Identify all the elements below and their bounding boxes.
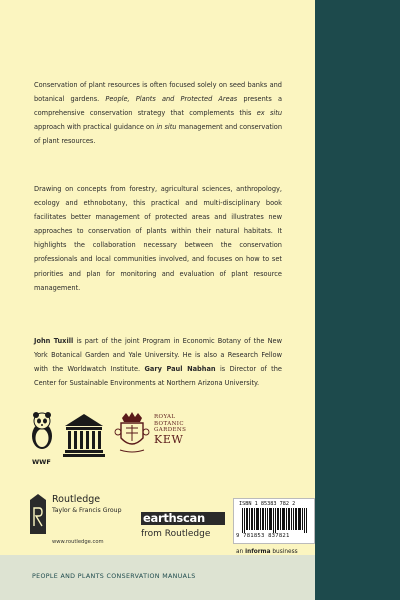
informa-tagline — [236, 549, 298, 555]
publisher-group: Taylor & Francis Group — [52, 507, 122, 514]
author-name: Gary Paul Nabhan — [144, 365, 216, 374]
publisher-url: www.routledge.com — [52, 539, 104, 545]
author-name: John Tuxill — [34, 337, 74, 345]
kew-wordmark — [154, 414, 186, 446]
spine-panel — [315, 0, 400, 600]
intro-paragraph — [34, 78, 282, 148]
kew-name: KEW — [154, 432, 184, 446]
kew-logo — [114, 410, 194, 466]
wwf-wordmark: WWF — [32, 458, 51, 466]
unesco-logo — [63, 413, 105, 457]
partner-logos — [30, 410, 290, 470]
barcode — [233, 498, 315, 544]
author-bio: is part of the joint Program in Economic Botany of the New York Botanical Garden and Yale University. He is also a Research Fellow with the Worldwatch Institute. — [34, 337, 283, 374]
body-paragraph: Drawing on concepts from forestry, agricultural sciences, anthropology, ecology and ethnobotany, this practical and multi-disciplinary book facilitates better management of protected areas and illustrates new approaches to conservation of plants within their natural habitats. It highlights the collaboration necessary between the conservation professionals and local communities involved, and focuses on how to set priorities and plan for monitoring and evaluation of plant resource management. — [34, 185, 282, 292]
panda-icon — [30, 410, 54, 454]
routledge-r-icon — [30, 494, 46, 534]
routledge-logo — [30, 492, 140, 548]
barcode-bars — [242, 508, 308, 533]
earthscan-from: from Routledge — [141, 529, 211, 539]
intro-text: Conservation of plant resources is often focused solely on seed banks and botanical gardens. — [34, 81, 282, 104]
publisher-name: Routledge — [52, 494, 101, 505]
in-situ-italic: in situ — [156, 123, 177, 132]
kew-gardens: GARDENS — [154, 427, 187, 433]
intro-text: management and conservation of plant resources. — [34, 123, 282, 146]
author-bios — [34, 334, 282, 390]
isbn-text: ISBN 1 85383 782 2 — [239, 501, 296, 507]
unesco-temple-icon — [63, 413, 105, 457]
ean-number: 9 781853 837821 — [236, 533, 290, 539]
intro-text: approach with practical guidance on — [34, 123, 157, 132]
author-bio: is Director of the Center for Sustainable Environments at Northern Arizona University. — [34, 365, 282, 388]
informa-prefix: an — [236, 549, 246, 555]
informa-suffix: business — [270, 549, 298, 555]
series-title: PEOPLE AND PLANTS CONSERVATION MANUALS — [32, 573, 196, 580]
earthscan-wordmark: earthscan — [141, 512, 225, 525]
wwf-logo — [30, 410, 56, 466]
kew-botanic: BOTANIC — [154, 420, 184, 427]
earthscan-logo — [141, 512, 225, 546]
royal-crest-icon — [114, 410, 150, 456]
book-title-italic: People, Plants and Protected Areas — [105, 95, 238, 104]
informa-brand: informa — [245, 549, 271, 555]
ex-situ-italic: ex situ — [256, 109, 282, 118]
intro-text: presents a comprehensive conservation strategy that complements this — [34, 95, 282, 118]
kew-royal: ROYAL — [154, 414, 176, 420]
